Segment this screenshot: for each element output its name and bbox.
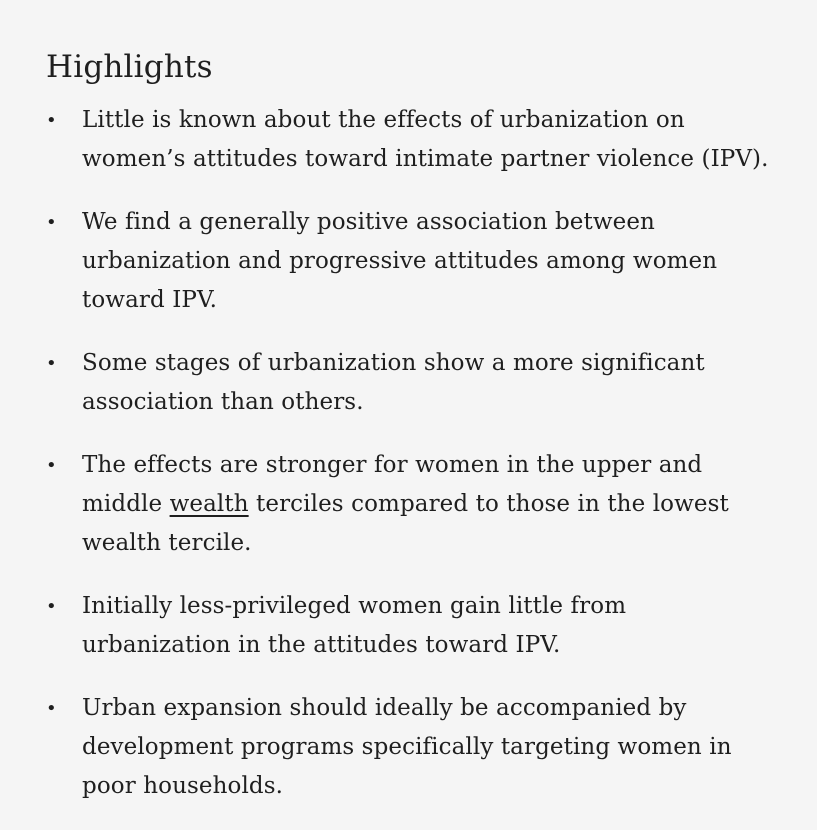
list-item bbox=[46, 587, 776, 665]
highlight-text: We find a generally positive association between urbanization and progressive attitudes among women toward IPV. bbox=[82, 209, 718, 313]
bullet-icon: • bbox=[46, 698, 57, 719]
section-title: Highlights bbox=[46, 49, 213, 85]
list-item bbox=[46, 344, 776, 422]
highlight-text-before: The effects are stronger for women in the upper and middle bbox=[82, 452, 703, 517]
highlight-text: Urban expansion should ideally be accompanied by development programs specifically targeting women in poor households. bbox=[82, 695, 732, 799]
list-item bbox=[46, 101, 776, 179]
bullet-icon: • bbox=[46, 212, 57, 233]
bullet-icon: • bbox=[46, 455, 57, 476]
bullet-icon: • bbox=[46, 353, 57, 374]
highlights-list bbox=[46, 101, 776, 806]
highlights-section bbox=[46, 45, 776, 830]
list-item bbox=[46, 446, 776, 563]
wealth-link[interactable]: wealth bbox=[169, 491, 249, 517]
highlight-text: Some stages of urbanization show a more significant association than others. bbox=[82, 350, 705, 415]
bullet-icon: • bbox=[46, 596, 57, 617]
highlight-text: Little is known about the effects of urbanization on women’s attitudes toward intimate partner violence (IPV). bbox=[82, 107, 769, 172]
list-item bbox=[46, 203, 776, 320]
bullet-icon: • bbox=[46, 110, 57, 131]
list-item bbox=[46, 689, 776, 806]
highlight-text-after: terciles compared to those in the lowest wealth tercile. bbox=[82, 491, 729, 556]
highlight-text: Initially less-privileged women gain little from urbanization in the attitudes toward IPV. bbox=[82, 593, 627, 658]
